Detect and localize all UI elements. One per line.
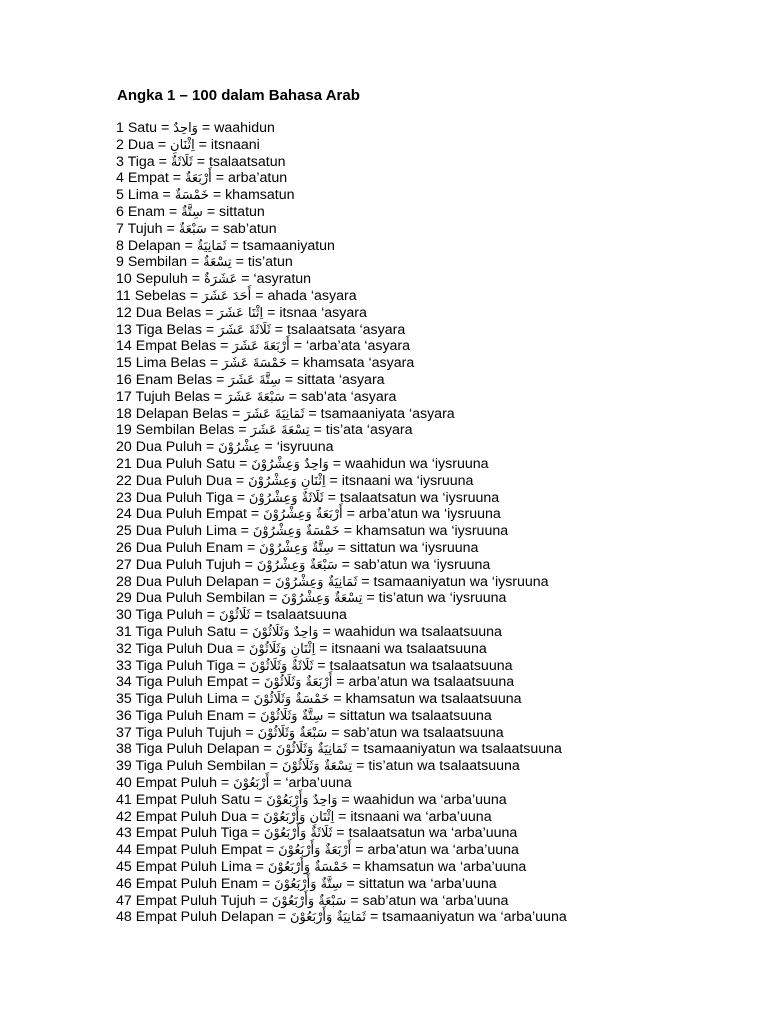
entry-transliteration: sab’atun wa tsalaatsuuna <box>343 724 504 741</box>
entry-indonesian: Tujuh <box>127 220 163 237</box>
list-item: 33 Tiga Puluh Tiga = ثَلَاثَةٌ وَثَلَاثُوْنَ = tsalaatsatun wa tsalaatsuuna <box>116 657 513 674</box>
number-list <box>116 120 567 926</box>
entry-transliteration: tsalaatsatun wa ‘iysruuna <box>339 489 500 506</box>
entry-number: 13 <box>116 321 132 338</box>
entry-number: 21 <box>116 455 132 472</box>
entry-transliteration: tis’ata ‘asyara <box>325 422 413 439</box>
entry-arabic: سِتَّةٌ وَأَرْبَعُوْنَ <box>274 876 343 892</box>
entry-indonesian: Tiga Puluh Dua <box>135 640 233 657</box>
list-item: 29 Dua Puluh Sembilan = تِسْعَةٌ وَعِشْرُوْنَ = tis’atun wa ‘iysruuna <box>116 590 507 607</box>
entry-transliteration: ‘arba’ata ‘asyara <box>305 338 411 355</box>
list-item: 38 Tiga Puluh Delapan = ثَمَانِيَةٌ وَثَلَاثُوْنَ = tsamaaniyatun wa tsalaatsuuna <box>116 741 562 758</box>
entry-transliteration: sab’atun wa ‘arba’uuna <box>362 892 509 909</box>
list-item: 26 Dua Puluh Enam = سِتَّةٌ وَعِشْرُوْنَ = sittatun wa ‘iysruuna <box>116 539 479 556</box>
entry-transliteration: khamsatun wa tsalaatsuuna <box>345 691 522 708</box>
entry-number: 45 <box>116 859 132 876</box>
entry-arabic: اِثْنَا عَشَرَ <box>217 305 264 321</box>
entry-arabic: وَاحِدٌ وَعِشْرُوْنَ <box>251 456 329 472</box>
list-item: 39 Tiga Puluh Sembilan = تِسْعَةٌ وَثَلَاثُوْنَ = tis’atun wa tsalaatsuuna <box>116 758 520 775</box>
entry-number: 4 <box>116 170 124 187</box>
entry-number: 16 <box>116 371 132 388</box>
list-item: 22 Dua Puluh Dua = اِثْنَانِ وَعِشْرُوْنَ = itsnaani wa ‘iysruuna <box>116 472 474 489</box>
entry-number: 33 <box>116 657 132 674</box>
entry-indonesian: Dua Puluh Empat <box>135 506 247 523</box>
entry-arabic: ثَلَاثَةٌ وَأَرْبَعُوْنَ <box>263 826 333 842</box>
entry-arabic: ثَلَاثَةٌ وَثَلَاثُوْنَ <box>249 658 314 674</box>
list-item: 46 Empat Puluh Enam = سِتَّةٌ وَأَرْبَعُوْنَ = sittatun wa ‘arba’uuna <box>116 875 497 892</box>
entry-transliteration: arba’atun wa ‘arba’uuna <box>367 842 519 859</box>
list-item: 40 Empat Puluh = أَرْبَعُوْنَ = ‘arba’uuna <box>116 775 352 792</box>
entry-transliteration: sab’ata ‘asyara <box>300 388 397 405</box>
entry-number: 20 <box>116 439 132 456</box>
entry-arabic: أَحَدَ عَشَرَ <box>202 288 252 304</box>
entry-indonesian: Empat Puluh Dua <box>135 808 247 825</box>
entry-transliteration: khamsatun <box>225 187 295 204</box>
entry-transliteration: waahidun wa tsalaatsuuna <box>334 623 502 640</box>
entry-arabic: وَاحِدٌ وَأَرْبَعُوْنَ <box>266 792 338 808</box>
entry-number: 7 <box>116 220 124 237</box>
entry-indonesian: Tiga Puluh Sembilan <box>135 758 266 775</box>
entry-transliteration: sab’atun <box>222 220 277 237</box>
entry-indonesian: Dua Puluh Dua <box>135 472 232 489</box>
entry-number: 32 <box>116 640 132 657</box>
entry-indonesian: Dua Puluh Satu <box>135 455 236 472</box>
entry-transliteration: tsalaatsatun wa tsalaatsuuna <box>329 657 513 674</box>
list-item: 5 Lima = خَمْسَةٌ = khamsatun <box>116 187 295 204</box>
entry-indonesian: Dua Puluh Sembilan <box>135 590 266 607</box>
list-item: 1 Satu = وَاحِدٌ = waahidun <box>116 120 275 136</box>
entry-arabic: خَمْسَةٌ وَعِشْرُوْنَ <box>252 524 340 540</box>
entry-transliteration: itsnaani <box>210 136 260 153</box>
entry-transliteration: tsamaaniyatun wa ‘arba’uuna <box>382 909 567 926</box>
entry-arabic: اِثْنَانِ وَعِشْرُوْنَ <box>248 473 326 489</box>
entry-transliteration: tsalaatsata ‘asyara <box>286 321 406 338</box>
entry-arabic: عِشْرُوْنَ <box>218 440 261 456</box>
entry-transliteration: waahidun <box>214 120 275 136</box>
entry-arabic: تِسْعَةٌ <box>203 255 232 271</box>
entry-number: 2 <box>116 136 124 153</box>
entry-indonesian: Dua Puluh Tujuh <box>135 556 241 573</box>
list-item: 14 Empat Belas = أَرْبَعَةَ عَشَرَ = ‘arba’ata ‘asyara <box>116 338 411 355</box>
entry-transliteration: waahidun wa ‘iysruuna <box>344 455 489 472</box>
entry-indonesian: Delapan <box>127 237 181 254</box>
entry-transliteration: sittata ‘asyara <box>297 371 385 388</box>
entry-arabic: سِتَّةٌ <box>181 204 203 220</box>
list-item: 37 Tiga Puluh Tujuh = سَبْعَةٌ وَثَلَاثُوْنَ = sab’atun wa tsalaatsuuna <box>116 724 504 741</box>
entry-transliteration: ‘isyruuna <box>276 439 334 456</box>
entry-number: 23 <box>116 489 132 506</box>
entry-indonesian: Empat <box>127 170 169 187</box>
entry-indonesian: Lima Belas <box>135 355 206 372</box>
entry-arabic: ثَلَاثَةَ عَشَرَ <box>218 322 271 338</box>
entry-arabic: عَشَرَةٌ <box>203 272 238 288</box>
entry-arabic: ثَلَاثُوْنَ <box>218 608 251 624</box>
entry-indonesian: Lima <box>127 187 159 204</box>
entry-indonesian: Dua Puluh <box>135 439 202 456</box>
entry-arabic: ثَمَانِيَةٌ وَعِشْرُوْنَ <box>274 574 358 590</box>
list-item: 21 Dua Puluh Satu = وَاحِدٌ وَعِشْرُوْنَ = waahidun wa ‘iysruuna <box>116 455 489 472</box>
entry-arabic: سَبْعَةٌ وَأَرْبَعُوْنَ <box>271 893 347 909</box>
entry-number: 44 <box>116 842 132 859</box>
entry-number: 30 <box>116 607 132 624</box>
entry-arabic: سَبْعَةٌ وَثَلَاثُوْنَ <box>257 725 328 741</box>
list-item: 19 Sembilan Belas = تِسْعَةَ عَشَرَ = tis’ata ‘asyara <box>116 422 413 439</box>
list-item: 16 Enam Belas = سِتَّةَ عَشَرَ = sittata ‘asyara <box>116 371 385 388</box>
entry-transliteration: ‘asyratun <box>253 271 312 288</box>
list-item: 24 Dua Puluh Empat = أَرْبَعَةٌ وَعِشْرُوْنَ = arba’atun wa ‘iysruuna <box>116 506 501 523</box>
entry-number: 37 <box>116 724 132 741</box>
list-item: 28 Dua Puluh Delapan = ثَمَانِيَةٌ وَعِشْرُوْنَ = tsamaaniyatun wa ‘iysruuna <box>116 573 549 590</box>
list-item: 13 Tiga Belas = ثَلَاثَةَ عَشَرَ = tsalaatsata ‘asyara <box>116 321 406 338</box>
entry-arabic: سِتَّةٌ وَعِشْرُوْنَ <box>259 540 334 556</box>
list-item: 23 Dua Puluh Tiga = ثَلَاثَةٌ وَعِشْرُوْنَ = tsalaatsatun wa ‘iysruuna <box>116 489 500 506</box>
list-item: 36 Tiga Puluh Enam = سِتَّةٌ وَثَلَاثُوْنَ = sittatun wa tsalaatsuuna <box>116 707 492 724</box>
entry-indonesian: Sepuluh <box>135 271 188 288</box>
list-item: 2 Dua = اِثْنَانِ = itsnaani <box>116 136 260 153</box>
entry-transliteration: tsamaaniyata ‘asyara <box>320 405 455 422</box>
entry-arabic: سِتَّةٌ وَثَلَاثُوْنَ <box>259 708 324 724</box>
entry-number: 43 <box>116 825 132 842</box>
entry-arabic: خَمْسَةٌ وَثَلَاثُوْنَ <box>253 692 330 708</box>
entry-transliteration: waahidun wa ‘arba’uuna <box>353 791 507 808</box>
entry-transliteration: sab’atun wa ‘iysruuna <box>353 556 491 573</box>
entry-transliteration: itsnaani wa ‘arba’uuna <box>350 808 492 825</box>
entry-arabic: وَاحِدٌ <box>173 121 198 136</box>
entry-number: 38 <box>116 741 132 758</box>
entry-indonesian: Tiga Puluh <box>135 607 203 624</box>
list-item: 10 Sepuluh = عَشَرَةٌ = ‘asyratun <box>116 271 312 288</box>
entry-transliteration: tis’atun wa ‘iysruuna <box>378 590 507 607</box>
entry-arabic: خَمْسَةٌ <box>174 188 209 204</box>
entry-indonesian: Tiga Puluh Lima <box>135 691 238 708</box>
entry-number: 8 <box>116 237 124 254</box>
entry-transliteration: tsamaaniyatun wa ‘iysruuna <box>373 573 549 590</box>
entry-arabic: ثَلَاثَةٌ <box>170 154 193 170</box>
entry-transliteration: sittatun wa ‘iysruuna <box>349 539 479 556</box>
list-item: 20 Dua Puluh = عِشْرُوْنَ = ‘isyruuna <box>116 439 334 456</box>
list-item: 17 Tujuh Belas = سَبْعَةَ عَشَرَ = sab’ata ‘asyara <box>116 388 397 405</box>
entry-indonesian: Dua Puluh Lima <box>135 523 237 540</box>
entry-number: 39 <box>116 758 132 775</box>
entry-indonesian: Tujuh Belas <box>135 388 210 405</box>
list-item: 42 Empat Puluh Dua = اِثْنَانِ وَأَرْبَعُوْنَ = itsnaani wa ‘arba’uuna <box>116 808 492 825</box>
list-item: 48 Empat Puluh Delapan = ثَمَانِيَةٌ وَأَرْبَعُوْنَ = tsamaaniyatun wa ‘arba’uuna <box>116 909 567 926</box>
entry-transliteration: sittatun wa tsalaatsuuna <box>339 707 492 724</box>
entry-number: 47 <box>116 892 132 909</box>
entry-indonesian: Tiga Puluh Tiga <box>135 657 234 674</box>
entry-number: 31 <box>116 623 132 640</box>
entry-indonesian: Empat Puluh <box>135 775 217 792</box>
entry-arabic: ثَمَانِيَةٌ وَأَرْبَعُوْنَ <box>289 910 366 926</box>
entry-number: 48 <box>116 909 132 926</box>
entry-transliteration: khamsata ‘asyara <box>303 355 415 372</box>
entry-indonesian: Delapan Belas <box>135 405 229 422</box>
entry-arabic: خَمْسَةَ عَشَرَ <box>222 356 287 372</box>
entry-transliteration: arba’atun wa tsalaatsuuna <box>348 674 515 691</box>
entry-arabic: اِثْنَانِ وَثَلَاثُوْنَ <box>248 641 316 657</box>
entry-indonesian: Dua Puluh Delapan <box>135 573 259 590</box>
entry-number: 35 <box>116 691 132 708</box>
entry-indonesian: Dua Puluh Tiga <box>135 489 233 506</box>
entry-arabic: أَرْبَعَةَ عَشَرَ <box>232 339 290 355</box>
entry-number: 12 <box>116 304 132 321</box>
entry-transliteration: tsamaaniyatun wa tsalaatsuuna <box>363 741 562 758</box>
list-item: 6 Enam = سِتَّةٌ = sittatun <box>116 203 265 220</box>
entry-number: 15 <box>116 355 132 372</box>
entry-arabic: سَبْعَةَ عَشَرَ <box>226 389 285 405</box>
entry-arabic: أَرْبَعُوْنَ <box>233 776 270 792</box>
entry-number: 14 <box>116 338 132 355</box>
list-item: 41 Empat Puluh Satu = وَاحِدٌ وَأَرْبَعُوْنَ = waahidun wa ‘arba’uuna <box>116 791 507 808</box>
entry-indonesian: Dua <box>127 136 154 153</box>
entry-transliteration: tsalaatsatun <box>208 153 286 170</box>
list-item: 47 Empat Puluh Tujuh = سَبْعَةٌ وَأَرْبَعُوْنَ = sab’atun wa ‘arba’uuna <box>116 892 509 909</box>
entry-arabic: ثَمَانِيَةَ عَشَرَ <box>244 406 305 422</box>
entry-arabic: أَرْبَعَةٌ <box>185 171 212 187</box>
entry-transliteration: tsalaatsuuna <box>266 607 347 624</box>
entry-transliteration: khamsatun wa ‘arba’uuna <box>364 859 527 876</box>
entry-indonesian: Tiga Belas <box>135 321 202 338</box>
entry-transliteration: sittatun <box>219 203 265 220</box>
entry-indonesian: Tiga Puluh Enam <box>135 707 244 724</box>
entry-number: 42 <box>116 808 132 825</box>
list-item: 8 Delapan = ثَمَانِيَةٌ = tsamaaniyatun <box>116 237 335 254</box>
entry-indonesian: Empat Puluh Lima <box>135 859 252 876</box>
list-item: 11 Sebelas = أَحَدَ عَشَرَ = ahada ‘asyara <box>116 287 357 304</box>
entry-number: 10 <box>116 271 132 288</box>
entry-arabic: أَرْبَعَةٌ وَأَرْبَعُوْنَ <box>278 843 352 859</box>
entry-transliteration: tsalaatsatun wa ‘arba’uuna <box>348 825 518 842</box>
entry-arabic: تِسْعَةٌ وَثَلَاثُوْنَ <box>282 759 353 775</box>
entry-indonesian: Enam <box>127 203 165 220</box>
entry-arabic: وَاحِدٌ وَثَلَاثُوْنَ <box>252 624 319 640</box>
entry-transliteration: ‘arba’uuna <box>285 775 352 792</box>
entry-number: 28 <box>116 573 132 590</box>
entry-number: 9 <box>116 254 124 271</box>
entry-number: 40 <box>116 775 132 792</box>
entry-number: 41 <box>116 791 132 808</box>
entry-transliteration: ahada ‘asyara <box>267 287 357 304</box>
list-item: 31 Tiga Puluh Satu = وَاحِدٌ وَثَلَاثُوْنَ = waahidun wa tsalaatsuuna <box>116 623 502 640</box>
entry-arabic: ثَمَانِيَةٌ <box>196 238 227 254</box>
entry-number: 22 <box>116 472 132 489</box>
entry-number: 11 <box>116 287 131 304</box>
entry-indonesian: Empat Puluh Empat <box>135 842 262 859</box>
entry-transliteration: tsamaaniyatun <box>242 237 335 254</box>
list-item: 12 Dua Belas = اِثْنَا عَشَرَ = itsnaa ‘asyara <box>116 304 367 321</box>
list-item: 44 Empat Puluh Empat = أَرْبَعَةٌ وَأَرْبَعُوْنَ = arba’atun wa ‘arba’uuna <box>116 842 519 859</box>
entry-indonesian: Empat Puluh Tiga <box>135 825 248 842</box>
entry-transliteration: tis’atun wa tsalaatsuuna <box>368 758 520 775</box>
entry-number: 17 <box>116 388 132 405</box>
entry-number: 6 <box>116 203 124 220</box>
entry-arabic: تِسْعَةٌ وَعِشْرُوْنَ <box>281 591 363 607</box>
list-item: 27 Dua Puluh Tujuh = سَبْعَةٌ وَعِشْرُوْنَ = sab’atun wa ‘iysruuna <box>116 556 491 573</box>
entry-transliteration: arba’atun <box>227 170 288 187</box>
entry-transliteration: arba’atun wa ‘iysruuna <box>358 506 501 523</box>
entry-indonesian: Tiga <box>127 153 155 170</box>
entry-number: 36 <box>116 707 132 724</box>
entry-arabic: تِسْعَةَ عَشَرَ <box>250 423 310 439</box>
list-item: 18 Delapan Belas = ثَمَانِيَةَ عَشَرَ = tsamaaniyata ‘asyara <box>116 405 455 422</box>
entry-arabic: أَرْبَعَةٌ وَعِشْرُوْنَ <box>263 507 343 523</box>
entry-transliteration: sittatun wa ‘arba’uuna <box>358 875 497 892</box>
entry-indonesian: Empat Puluh Satu <box>135 791 251 808</box>
list-item: 7 Tujuh = سَبْعَةٌ = sab’atun <box>116 220 277 237</box>
list-item: 9 Sembilan = تِسْعَةٌ = tis’atun <box>116 254 293 271</box>
entry-number: 19 <box>116 422 132 439</box>
entry-transliteration: khamsatun wa ‘iysruuna <box>355 523 509 540</box>
entry-indonesian: Sembilan <box>127 254 187 271</box>
entry-arabic: أَرْبَعَةٌ وَثَلَاثُوْنَ <box>263 675 333 691</box>
entry-number: 1 <box>116 120 124 136</box>
page-title: Angka 1 – 100 dalam Bahasa Arab <box>117 87 360 104</box>
list-item: 35 Tiga Puluh Lima = خَمْسَةٌ وَثَلَاثُوْنَ = khamsatun wa tsalaatsuuna <box>116 691 522 708</box>
entry-indonesian: Tiga Puluh Empat <box>135 674 248 691</box>
entry-indonesian: Tiga Puluh Satu <box>135 623 236 640</box>
entry-arabic: سَبْعَةٌ وَعِشْرُوْنَ <box>256 557 338 573</box>
entry-number: 5 <box>116 187 124 204</box>
entry-number: 27 <box>116 556 132 573</box>
list-item: 25 Dua Puluh Lima = خَمْسَةٌ وَعِشْرُوْنَ = khamsatun wa ‘iysruuna <box>116 523 509 540</box>
list-item: 15 Lima Belas = خَمْسَةَ عَشَرَ = khamsata ‘asyara <box>116 355 415 372</box>
entry-indonesian: Tiga Puluh Delapan <box>135 741 260 758</box>
entry-number: 3 <box>116 153 124 170</box>
entry-indonesian: Sembilan Belas <box>135 422 235 439</box>
entry-arabic: سِتَّةَ عَشَرَ <box>228 372 281 388</box>
entry-transliteration: itsnaa ‘asyara <box>279 304 367 321</box>
entry-number: 18 <box>116 405 132 422</box>
entry-indonesian: Satu <box>127 120 158 136</box>
entry-transliteration: itsnaani wa tsalaatsuuna <box>331 640 487 657</box>
entry-indonesian: Empat Belas <box>135 338 217 355</box>
list-item: 43 Empat Puluh Tiga = ثَلَاثَةٌ وَأَرْبَعُوْنَ = tsalaatsatun wa ‘arba’uuna <box>116 825 518 842</box>
list-item: 45 Empat Puluh Lima = خَمْسَةٌ وَأَرْبَعُوْنَ = khamsatun wa ‘arba’uuna <box>116 859 527 876</box>
entry-number: 25 <box>116 523 132 540</box>
entry-number: 24 <box>116 506 132 523</box>
entry-indonesian: Tiga Puluh Tujuh <box>135 724 242 741</box>
entry-arabic: خَمْسَةٌ وَأَرْبَعُوْنَ <box>267 860 349 876</box>
entry-number: 29 <box>116 590 132 607</box>
entry-indonesian: Enam Belas <box>135 371 213 388</box>
entry-number: 46 <box>116 875 132 892</box>
entry-indonesian: Empat Puluh Tujuh <box>135 892 256 909</box>
list-item: 32 Tiga Puluh Dua = اِثْنَانِ وَثَلَاثُوْنَ = itsnaani wa tsalaatsuuna <box>116 640 487 657</box>
list-item: 3 Tiga = ثَلَاثَةٌ = tsalaatsatun <box>116 153 286 170</box>
entry-indonesian: Dua Puluh Enam <box>135 539 243 556</box>
entry-transliteration: itsnaani wa ‘iysruuna <box>341 472 474 489</box>
entry-indonesian: Empat Puluh Enam <box>135 875 258 892</box>
entry-number: 34 <box>116 674 132 691</box>
list-item: 30 Tiga Puluh = ثَلَاثُوْنَ = tsalaatsuuna <box>116 607 347 624</box>
list-item: 4 Empat = أَرْبَعَةٌ = arba’atun <box>116 170 288 187</box>
entry-arabic: ثَمَانِيَةٌ وَثَلَاثُوْنَ <box>275 742 348 758</box>
entry-indonesian: Empat Puluh Delapan <box>135 909 274 926</box>
entry-arabic: اِثْنَانِ <box>170 137 195 153</box>
entry-transliteration: tis’atun <box>247 254 293 271</box>
entry-arabic: اِثْنَانِ وَأَرْبَعُوْنَ <box>263 809 335 825</box>
entry-indonesian: Sebelas <box>134 287 186 304</box>
entry-number: 26 <box>116 539 132 556</box>
list-item: 34 Tiga Puluh Empat = أَرْبَعَةٌ وَثَلَاثُوْنَ = arba’atun wa tsalaatsuuna <box>116 674 515 691</box>
entry-indonesian: Dua Belas <box>135 304 202 321</box>
entry-arabic: سَبْعَةٌ <box>178 221 207 237</box>
entry-arabic: ثَلَاثَةٌ وَعِشْرُوْنَ <box>248 490 324 506</box>
